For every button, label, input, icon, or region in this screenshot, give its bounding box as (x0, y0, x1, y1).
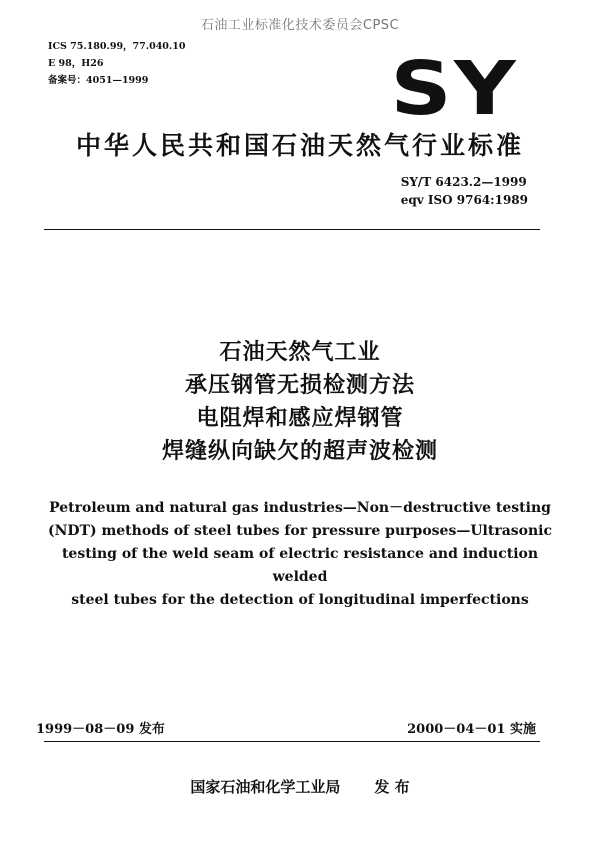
record-number: 备案号：4051—1999 (48, 75, 149, 86)
bottom-divider (44, 741, 540, 742)
chinese-title (0, 336, 600, 468)
standard-codes (401, 173, 528, 209)
implementation-date: 2000－04－01 实施 (407, 722, 536, 737)
english-title-line: (NDT) methods of steel tubes for pressure purposes—Ultrasonic (47, 523, 553, 539)
equivalent-standard: eqv ISO 9764:1989 (400, 193, 528, 207)
chinese-title-line: 石油天然气工业 (219, 340, 381, 365)
chinese-title-line: 电阻焊和感应焊钢管 (196, 406, 404, 431)
publisher-name: 国家石油和化学工业局 (190, 778, 341, 796)
publish-action: 发 布 (374, 778, 410, 796)
chinese-title-line: 焊缝纵向缺欠的超声波检测 (161, 439, 438, 464)
issue-date: 1999－08－09 发布 (36, 722, 165, 737)
top-divider (44, 229, 540, 230)
watermark: 石油工业标准化技术委员会CPSC (200, 18, 400, 33)
chinese-title-line: 承压钢管无损检测方法 (184, 373, 415, 398)
standard-type-heading: 中华人民共和国石油天然气行业标准 (75, 131, 524, 160)
publisher-line (0, 776, 600, 797)
english-title-line: testing of the weld seam of electric resistance and induction welded (61, 546, 539, 585)
sy-logo: SY (390, 46, 518, 132)
ccs-code: E 98，H26 (48, 58, 104, 69)
english-title-line: steel tubes for the detection of longitudinal imperfections (71, 592, 529, 608)
english-title (40, 497, 560, 612)
english-title-line: Petroleum and natural gas industries—Non－destructive testing (49, 500, 551, 516)
standard-number: SY/T 6423.2—1999 (400, 175, 527, 189)
ics-code: ICS 75.180.99，77.040.10 (48, 41, 186, 52)
classification-block (48, 38, 185, 89)
